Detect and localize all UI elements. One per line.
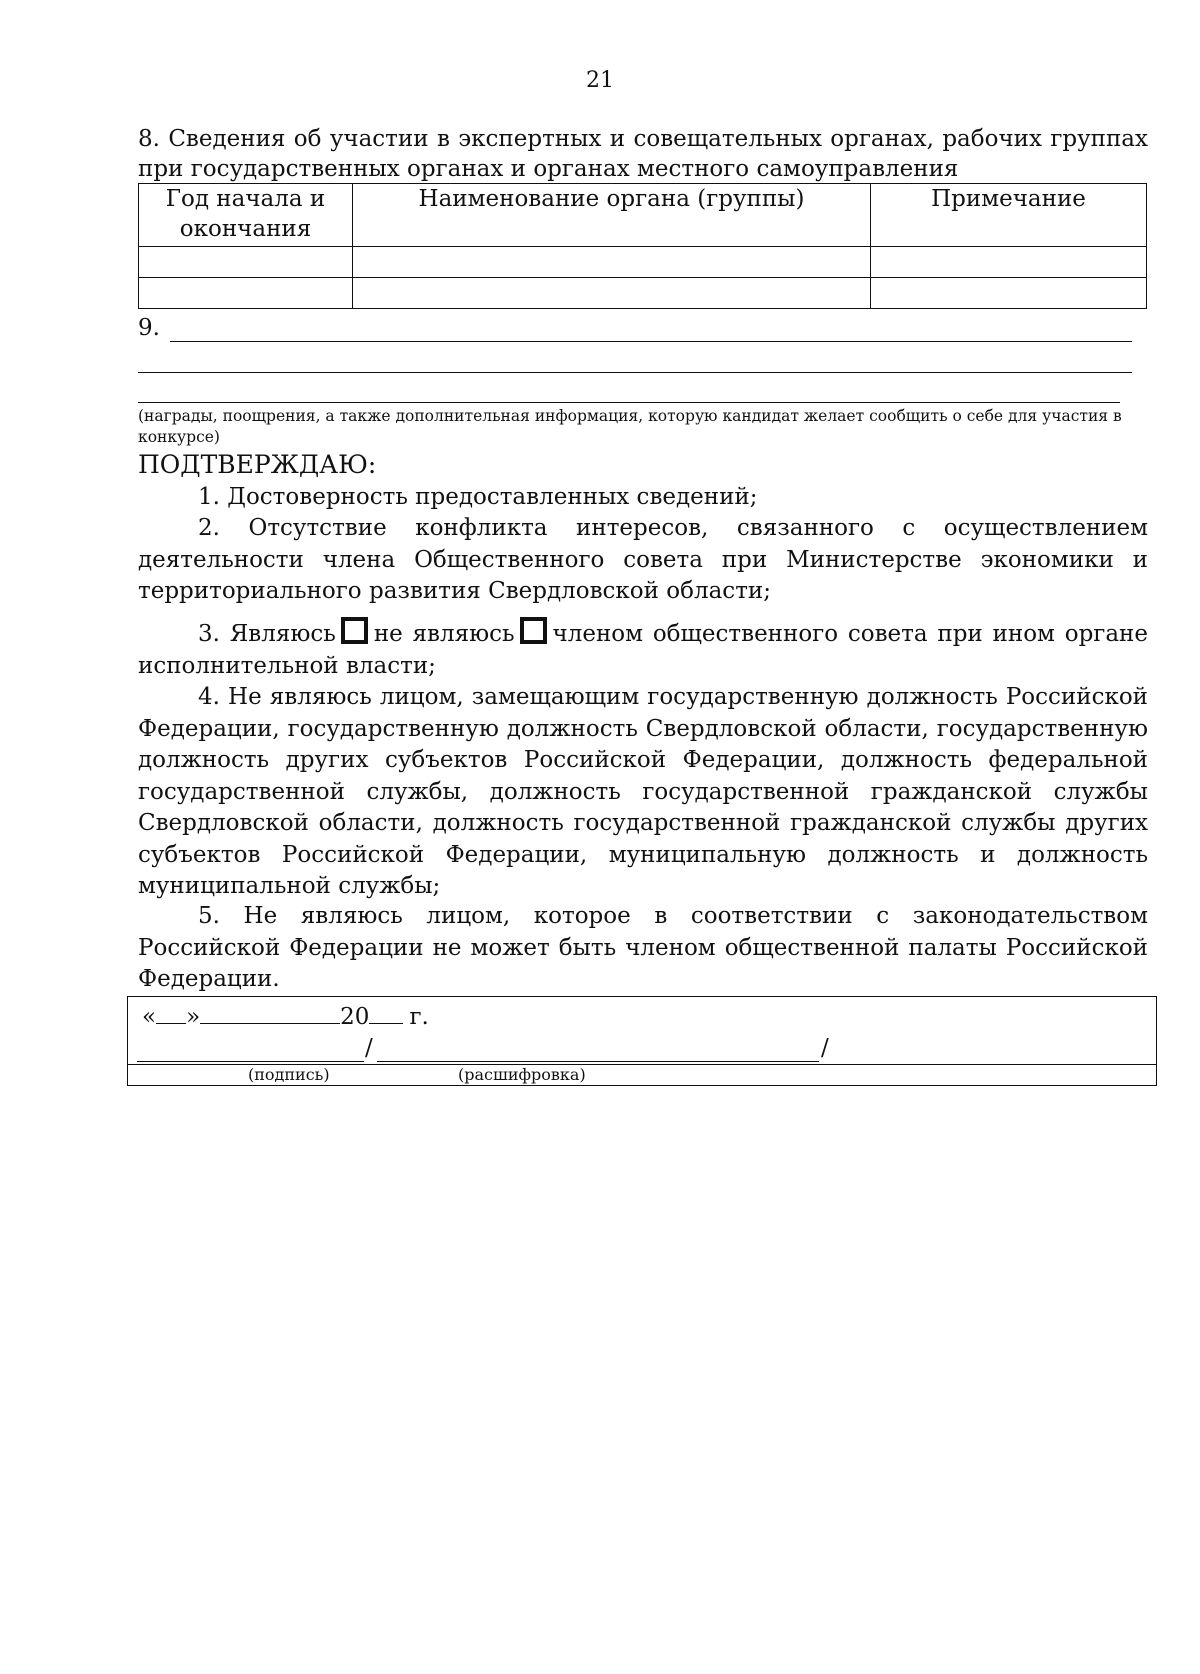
section-9-fill-line[interactable]: [170, 341, 1132, 342]
confirm-item-1: 1. Достоверность предоставленных сведений;: [198, 484, 758, 510]
date-month-field[interactable]: [200, 1001, 340, 1024]
confirm-item-3: [138, 617, 1148, 682]
decoding-caption: (расшифровка): [458, 1065, 586, 1084]
table-header-row: [139, 184, 1147, 247]
table-cell[interactable]: [139, 278, 353, 309]
section-9-note: (награды, поощрения, а также дополнительная информация, которую кандидат желает сообщить о себе для участия в конкурсе): [138, 407, 1122, 446]
date-quote-open: «: [142, 1004, 157, 1030]
item-3-text-no: не являюсь: [373, 621, 515, 647]
date-year-field[interactable]: [369, 1001, 403, 1024]
signature-block: [127, 996, 1157, 1086]
section-9-fill-line[interactable]: [138, 402, 1120, 403]
confirm-item-2: 2. Отсутствие конфликта интересов, связанного с осуществлением деятельности члена Общественного совета при Министерстве экономики и территориального развития Свердловской области;: [138, 515, 1148, 604]
table-header-cell: Год начала и окончания: [139, 184, 353, 247]
table-cell[interactable]: [871, 278, 1147, 309]
section-8-title: 8. Сведения об участии в экспертных и совещательных органах, рабочих группах при государственных органах и органах местного самоуправления: [138, 126, 1148, 182]
table-row: [139, 278, 1147, 309]
confirm-item-5: 5. Не являюсь лицом, которое в соответствии с законодательством Российской Федерации не может быть членом общественной палаты Российской Федерации.: [138, 903, 1148, 992]
date-year-prefix: 20: [340, 1004, 370, 1030]
table-row: [139, 247, 1147, 278]
date-quote-close: »: [186, 1004, 201, 1030]
decoding-field[interactable]: [377, 1061, 819, 1062]
table-cell[interactable]: [871, 247, 1147, 278]
section-9-fill-line[interactable]: [138, 372, 1132, 373]
date-line: [142, 1001, 429, 1032]
confirm-title: ПОДТВЕРЖДАЮ:: [138, 450, 377, 479]
signature-field[interactable]: [137, 1061, 364, 1062]
checkbox-no[interactable]: [520, 617, 547, 644]
confirm-item-4: 4. Не являюсь лицом, замещающим государственную должность Российской Федерации, государственную должность Свердловской области, государственную должность других субъектов Российской Федерации, должность федеральной государственной службы, должность государственной гражданской службы Свердловской области, должность государственной гражданской службы других субъектов Российской Федерации, муниципальную должность и должность муниципальной службы;: [138, 684, 1148, 899]
participation-table: [138, 183, 1147, 309]
page-number: 21: [586, 68, 614, 93]
date-year-suffix: г.: [409, 1004, 429, 1030]
table-cell[interactable]: [139, 247, 353, 278]
table-cell[interactable]: [353, 278, 871, 309]
table-header-cell: Примечание: [871, 184, 1147, 247]
table-cell[interactable]: [353, 247, 871, 278]
date-day-field[interactable]: [156, 1001, 186, 1024]
signature-slash: /: [365, 1035, 373, 1061]
item-3-text-yes: 3. Являюсь: [198, 621, 336, 647]
decoding-slash: /: [821, 1035, 829, 1061]
section-9-number: 9.: [138, 315, 160, 341]
checkbox-yes[interactable]: [341, 617, 368, 644]
signature-caption: (подпись): [248, 1065, 330, 1084]
table-header-cell: Наименование органа (группы): [353, 184, 871, 247]
item-3-text-rest: членом общественного совета при ином органе исполнительной власти;: [138, 621, 1148, 679]
